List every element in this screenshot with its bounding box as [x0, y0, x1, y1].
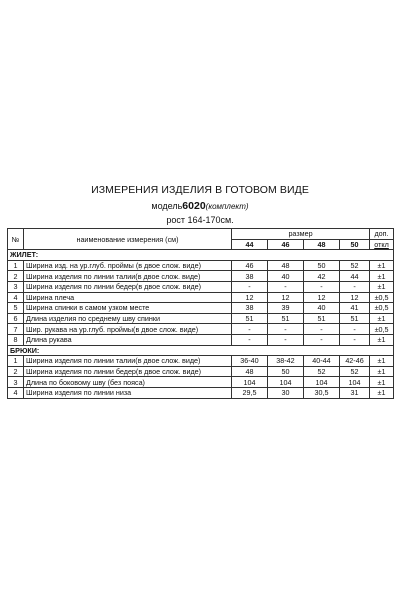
size-value: - — [232, 324, 268, 335]
measurements-table — [7, 228, 394, 399]
size-value: 51 — [268, 313, 304, 324]
section-title: БРЮКИ: — [8, 345, 394, 356]
tolerance-value: ±1 — [370, 313, 394, 324]
size-value: 48 — [232, 366, 268, 377]
document-header — [0, 184, 400, 225]
size-value: - — [268, 281, 304, 292]
row-number: 8 — [8, 334, 24, 345]
row-number: 1 — [8, 260, 24, 271]
size-value: - — [232, 334, 268, 345]
table-row — [8, 334, 394, 345]
tolerance-value: ±1 — [370, 366, 394, 377]
measurement-name: Длина по боковому шву (без пояса) — [24, 377, 232, 388]
size-value: 12 — [268, 292, 304, 303]
tolerance-value: ±1 — [370, 334, 394, 345]
size-value: 40 — [304, 303, 340, 314]
model-note: (комплект) — [205, 202, 249, 211]
measurement-name: Ширина изделия по линии бедер(в двое слож. виде) — [24, 281, 232, 292]
row-number: 6 — [8, 313, 24, 324]
size-46: 46 — [268, 239, 304, 250]
size-value: - — [268, 334, 304, 345]
size-value: 12 — [232, 292, 268, 303]
height-range: рост 164-170см. — [166, 215, 234, 225]
size-value: 50 — [304, 260, 340, 271]
size-50: 50 — [340, 239, 370, 250]
size-value: - — [304, 324, 340, 335]
model-line — [0, 200, 400, 212]
tolerance-value: ±1 — [370, 281, 394, 292]
table-row — [8, 271, 394, 282]
size-value: 51 — [232, 313, 268, 324]
row-number: 2 — [8, 271, 24, 282]
measurement-name: Ширина изделия по линии низа — [24, 387, 232, 398]
allow-header-1: доп. — [370, 229, 394, 240]
table-header-row — [8, 229, 394, 240]
size-value: - — [340, 281, 370, 292]
row-number: 3 — [8, 281, 24, 292]
size-value: 38 — [232, 303, 268, 314]
table-row — [8, 313, 394, 324]
size-value: 51 — [340, 313, 370, 324]
size-value: 42-46 — [340, 356, 370, 367]
table-row — [8, 366, 394, 377]
measurement-name: Ширина изделия по линии талии(в двое слож. виде) — [24, 356, 232, 367]
size-value: 39 — [268, 303, 304, 314]
table-row — [8, 324, 394, 335]
allow-header-2: откл — [370, 239, 394, 250]
tolerance-value: ±1 — [370, 377, 394, 388]
size-value: 36-40 — [232, 356, 268, 367]
size-value: 12 — [304, 292, 340, 303]
size-value: 30,5 — [304, 387, 340, 398]
document-title: ИЗМЕРЕНИЯ ИЗДЕЛИЯ В ГОТОВОМ ВИДЕ — [91, 184, 309, 196]
row-number: 3 — [8, 377, 24, 388]
tolerance-value: ±1 — [370, 260, 394, 271]
size-value: 52 — [340, 260, 370, 271]
size-value: 38 — [232, 271, 268, 282]
size-value: 104 — [340, 377, 370, 388]
section-row — [8, 345, 394, 356]
size-value: 38-42 — [268, 356, 304, 367]
size-value: - — [232, 281, 268, 292]
tolerance-value: ±0,5 — [370, 292, 394, 303]
tolerance-value: ±1 — [370, 387, 394, 398]
size-value: 40 — [268, 271, 304, 282]
size-value: - — [340, 334, 370, 345]
row-number: 1 — [8, 356, 24, 367]
table-row — [8, 260, 394, 271]
size-value: 52 — [340, 366, 370, 377]
size-value: 50 — [268, 366, 304, 377]
size-value: 12 — [340, 292, 370, 303]
size-value: 46 — [232, 260, 268, 271]
size-48: 48 — [304, 239, 340, 250]
table-row — [8, 303, 394, 314]
model-number: 6020 — [182, 200, 206, 212]
size-header: размер — [232, 229, 370, 240]
tolerance-value: ±1 — [370, 356, 394, 367]
tolerance-value: ±1 — [370, 271, 394, 282]
measurement-name: Ширина изд. на ур.глуб. проймы (в двое слож. виде) — [24, 260, 232, 271]
size-value: 30 — [268, 387, 304, 398]
size-value: 31 — [340, 387, 370, 398]
size-value: 44 — [340, 271, 370, 282]
table-row — [8, 292, 394, 303]
size-value: 42 — [304, 271, 340, 282]
size-value: 104 — [232, 377, 268, 388]
size-value: 104 — [304, 377, 340, 388]
size-value: - — [304, 334, 340, 345]
section-row — [8, 250, 394, 261]
row-number: 4 — [8, 387, 24, 398]
tolerance-value: ±0,5 — [370, 303, 394, 314]
size-44: 44 — [232, 239, 268, 250]
row-number: 4 — [8, 292, 24, 303]
table-row — [8, 387, 394, 398]
size-value: 40-44 — [304, 356, 340, 367]
measurement-name: Ширина спинки в самом узком месте — [24, 303, 232, 314]
size-value: - — [304, 281, 340, 292]
model-prefix: модель — [151, 201, 183, 211]
row-number: 5 — [8, 303, 24, 314]
table-row — [8, 281, 394, 292]
measurement-name: Длина изделия по среднему шву спинки — [24, 313, 232, 324]
table-row — [8, 356, 394, 367]
size-value: 41 — [340, 303, 370, 314]
row-number: 2 — [8, 366, 24, 377]
size-value: - — [268, 324, 304, 335]
row-number: 7 — [8, 324, 24, 335]
measurement-name: Ширина изделия по линии талии(в двое слож. виде) — [24, 271, 232, 282]
no-header: № — [8, 229, 24, 250]
size-value: 48 — [268, 260, 304, 271]
measurement-name: Длина рукава — [24, 334, 232, 345]
name-header: наименование измерения (см) — [24, 229, 232, 250]
measurement-name: Ширина изделия по линии бедер(в двое слож. виде) — [24, 366, 232, 377]
measurement-name: Ширина плеча — [24, 292, 232, 303]
size-value: 29,5 — [232, 387, 268, 398]
section-title: ЖИЛЕТ: — [8, 250, 394, 261]
tolerance-value: ±0,5 — [370, 324, 394, 335]
size-value: 104 — [268, 377, 304, 388]
size-value: 51 — [304, 313, 340, 324]
table-row — [8, 377, 394, 388]
measurement-name: Шир. рукава на ур.глуб. проймы(в двое слож. виде) — [24, 324, 232, 335]
size-value: 52 — [304, 366, 340, 377]
size-value: - — [340, 324, 370, 335]
